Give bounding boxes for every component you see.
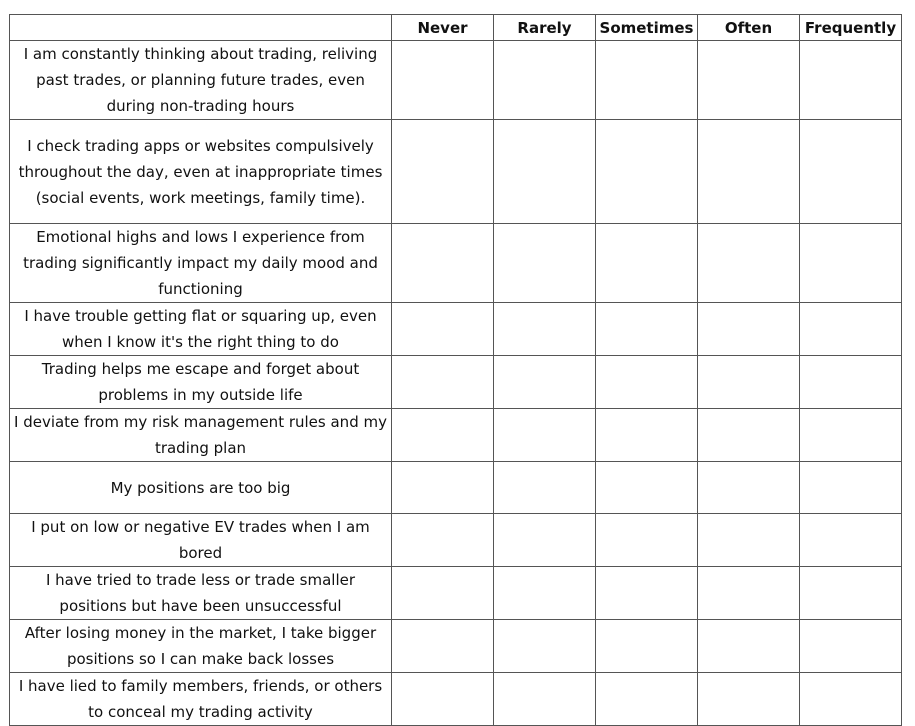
statement-text: Emotional highs and lows I experience from trading significantly impact my daily mood and functioning <box>10 224 392 303</box>
answer-cell-frequently[interactable] <box>800 303 902 356</box>
statement-text: I have tried to trade less or trade smaller positions but have been unsuccessful <box>10 567 392 620</box>
column-header-rarely: Rarely <box>494 15 596 41</box>
answer-cell-rarely[interactable] <box>494 673 596 726</box>
table-row <box>10 303 902 356</box>
answer-cell-frequently[interactable] <box>800 673 902 726</box>
header-corner-cell <box>10 15 392 41</box>
answer-cell-rarely[interactable] <box>494 462 596 514</box>
table-row <box>10 567 902 620</box>
table-row <box>10 224 902 303</box>
answer-cell-frequently[interactable] <box>800 462 902 514</box>
answer-cell-sometimes[interactable] <box>596 620 698 673</box>
answer-cell-sometimes[interactable] <box>596 303 698 356</box>
answer-cell-never[interactable] <box>392 41 494 120</box>
answer-cell-rarely[interactable] <box>494 620 596 673</box>
column-header-frequently: Frequently <box>800 15 902 41</box>
answer-cell-often[interactable] <box>698 673 800 726</box>
answer-cell-never[interactable] <box>392 120 494 224</box>
answer-cell-rarely[interactable] <box>494 120 596 224</box>
answer-cell-rarely[interactable] <box>494 514 596 567</box>
answer-cell-sometimes[interactable] <box>596 514 698 567</box>
answer-cell-frequently[interactable] <box>800 620 902 673</box>
table-row <box>10 356 902 409</box>
answer-cell-often[interactable] <box>698 303 800 356</box>
answer-cell-never[interactable] <box>392 514 494 567</box>
frequency-survey-table <box>9 14 902 726</box>
answer-cell-never[interactable] <box>392 303 494 356</box>
answer-cell-often[interactable] <box>698 120 800 224</box>
column-header-sometimes: Sometimes <box>596 15 698 41</box>
answer-cell-frequently[interactable] <box>800 224 902 303</box>
answer-cell-often[interactable] <box>698 462 800 514</box>
answer-cell-never[interactable] <box>392 356 494 409</box>
answer-cell-frequently[interactable] <box>800 567 902 620</box>
answer-cell-often[interactable] <box>698 620 800 673</box>
statement-text: I check trading apps or websites compulsively throughout the day, even at inappropriate times (social events, work meetings, family time). <box>10 120 392 224</box>
column-header-never: Never <box>392 15 494 41</box>
answer-cell-never[interactable] <box>392 462 494 514</box>
answer-cell-never[interactable] <box>392 409 494 462</box>
header-row <box>10 15 902 41</box>
answer-cell-frequently[interactable] <box>800 120 902 224</box>
answer-cell-never[interactable] <box>392 620 494 673</box>
answer-cell-never[interactable] <box>392 224 494 303</box>
answer-cell-rarely[interactable] <box>494 224 596 303</box>
answer-cell-sometimes[interactable] <box>596 224 698 303</box>
statement-text: I deviate from my risk management rules and my trading plan <box>10 409 392 462</box>
answer-cell-often[interactable] <box>698 409 800 462</box>
statement-text: My positions are too big <box>10 462 392 514</box>
statement-text: I put on low or negative EV trades when I am bored <box>10 514 392 567</box>
answer-cell-often[interactable] <box>698 41 800 120</box>
answer-cell-often[interactable] <box>698 567 800 620</box>
answer-cell-sometimes[interactable] <box>596 120 698 224</box>
answer-cell-often[interactable] <box>698 356 800 409</box>
table-row <box>10 462 902 514</box>
table-row <box>10 41 902 120</box>
answer-cell-often[interactable] <box>698 514 800 567</box>
answer-cell-sometimes[interactable] <box>596 356 698 409</box>
table-row <box>10 120 902 224</box>
answer-cell-never[interactable] <box>392 567 494 620</box>
answer-cell-never[interactable] <box>392 673 494 726</box>
table-row <box>10 673 902 726</box>
answer-cell-sometimes[interactable] <box>596 462 698 514</box>
statement-text: Trading helps me escape and forget about problems in my outside life <box>10 356 392 409</box>
answer-cell-rarely[interactable] <box>494 409 596 462</box>
statement-text: I have lied to family members, friends, or others to conceal my trading activity <box>10 673 392 726</box>
answer-cell-rarely[interactable] <box>494 303 596 356</box>
answer-cell-sometimes[interactable] <box>596 41 698 120</box>
column-header-often: Often <box>698 15 800 41</box>
answer-cell-rarely[interactable] <box>494 567 596 620</box>
table-row <box>10 620 902 673</box>
answer-cell-frequently[interactable] <box>800 356 902 409</box>
answer-cell-sometimes[interactable] <box>596 409 698 462</box>
table-row <box>10 514 902 567</box>
statement-text: I am constantly thinking about trading, reliving past trades, or planning future trades, even during non-trading hours <box>10 41 392 120</box>
answer-cell-frequently[interactable] <box>800 409 902 462</box>
statement-text: After losing money in the market, I take bigger positions so I can make back losses <box>10 620 392 673</box>
answer-cell-sometimes[interactable] <box>596 567 698 620</box>
answer-cell-sometimes[interactable] <box>596 673 698 726</box>
answer-cell-often[interactable] <box>698 224 800 303</box>
answer-cell-rarely[interactable] <box>494 356 596 409</box>
answer-cell-frequently[interactable] <box>800 514 902 567</box>
table-row <box>10 409 902 462</box>
statement-text: I have trouble getting flat or squaring up, even when I know it's the right thing to do <box>10 303 392 356</box>
answer-cell-rarely[interactable] <box>494 41 596 120</box>
answer-cell-frequently[interactable] <box>800 41 902 120</box>
